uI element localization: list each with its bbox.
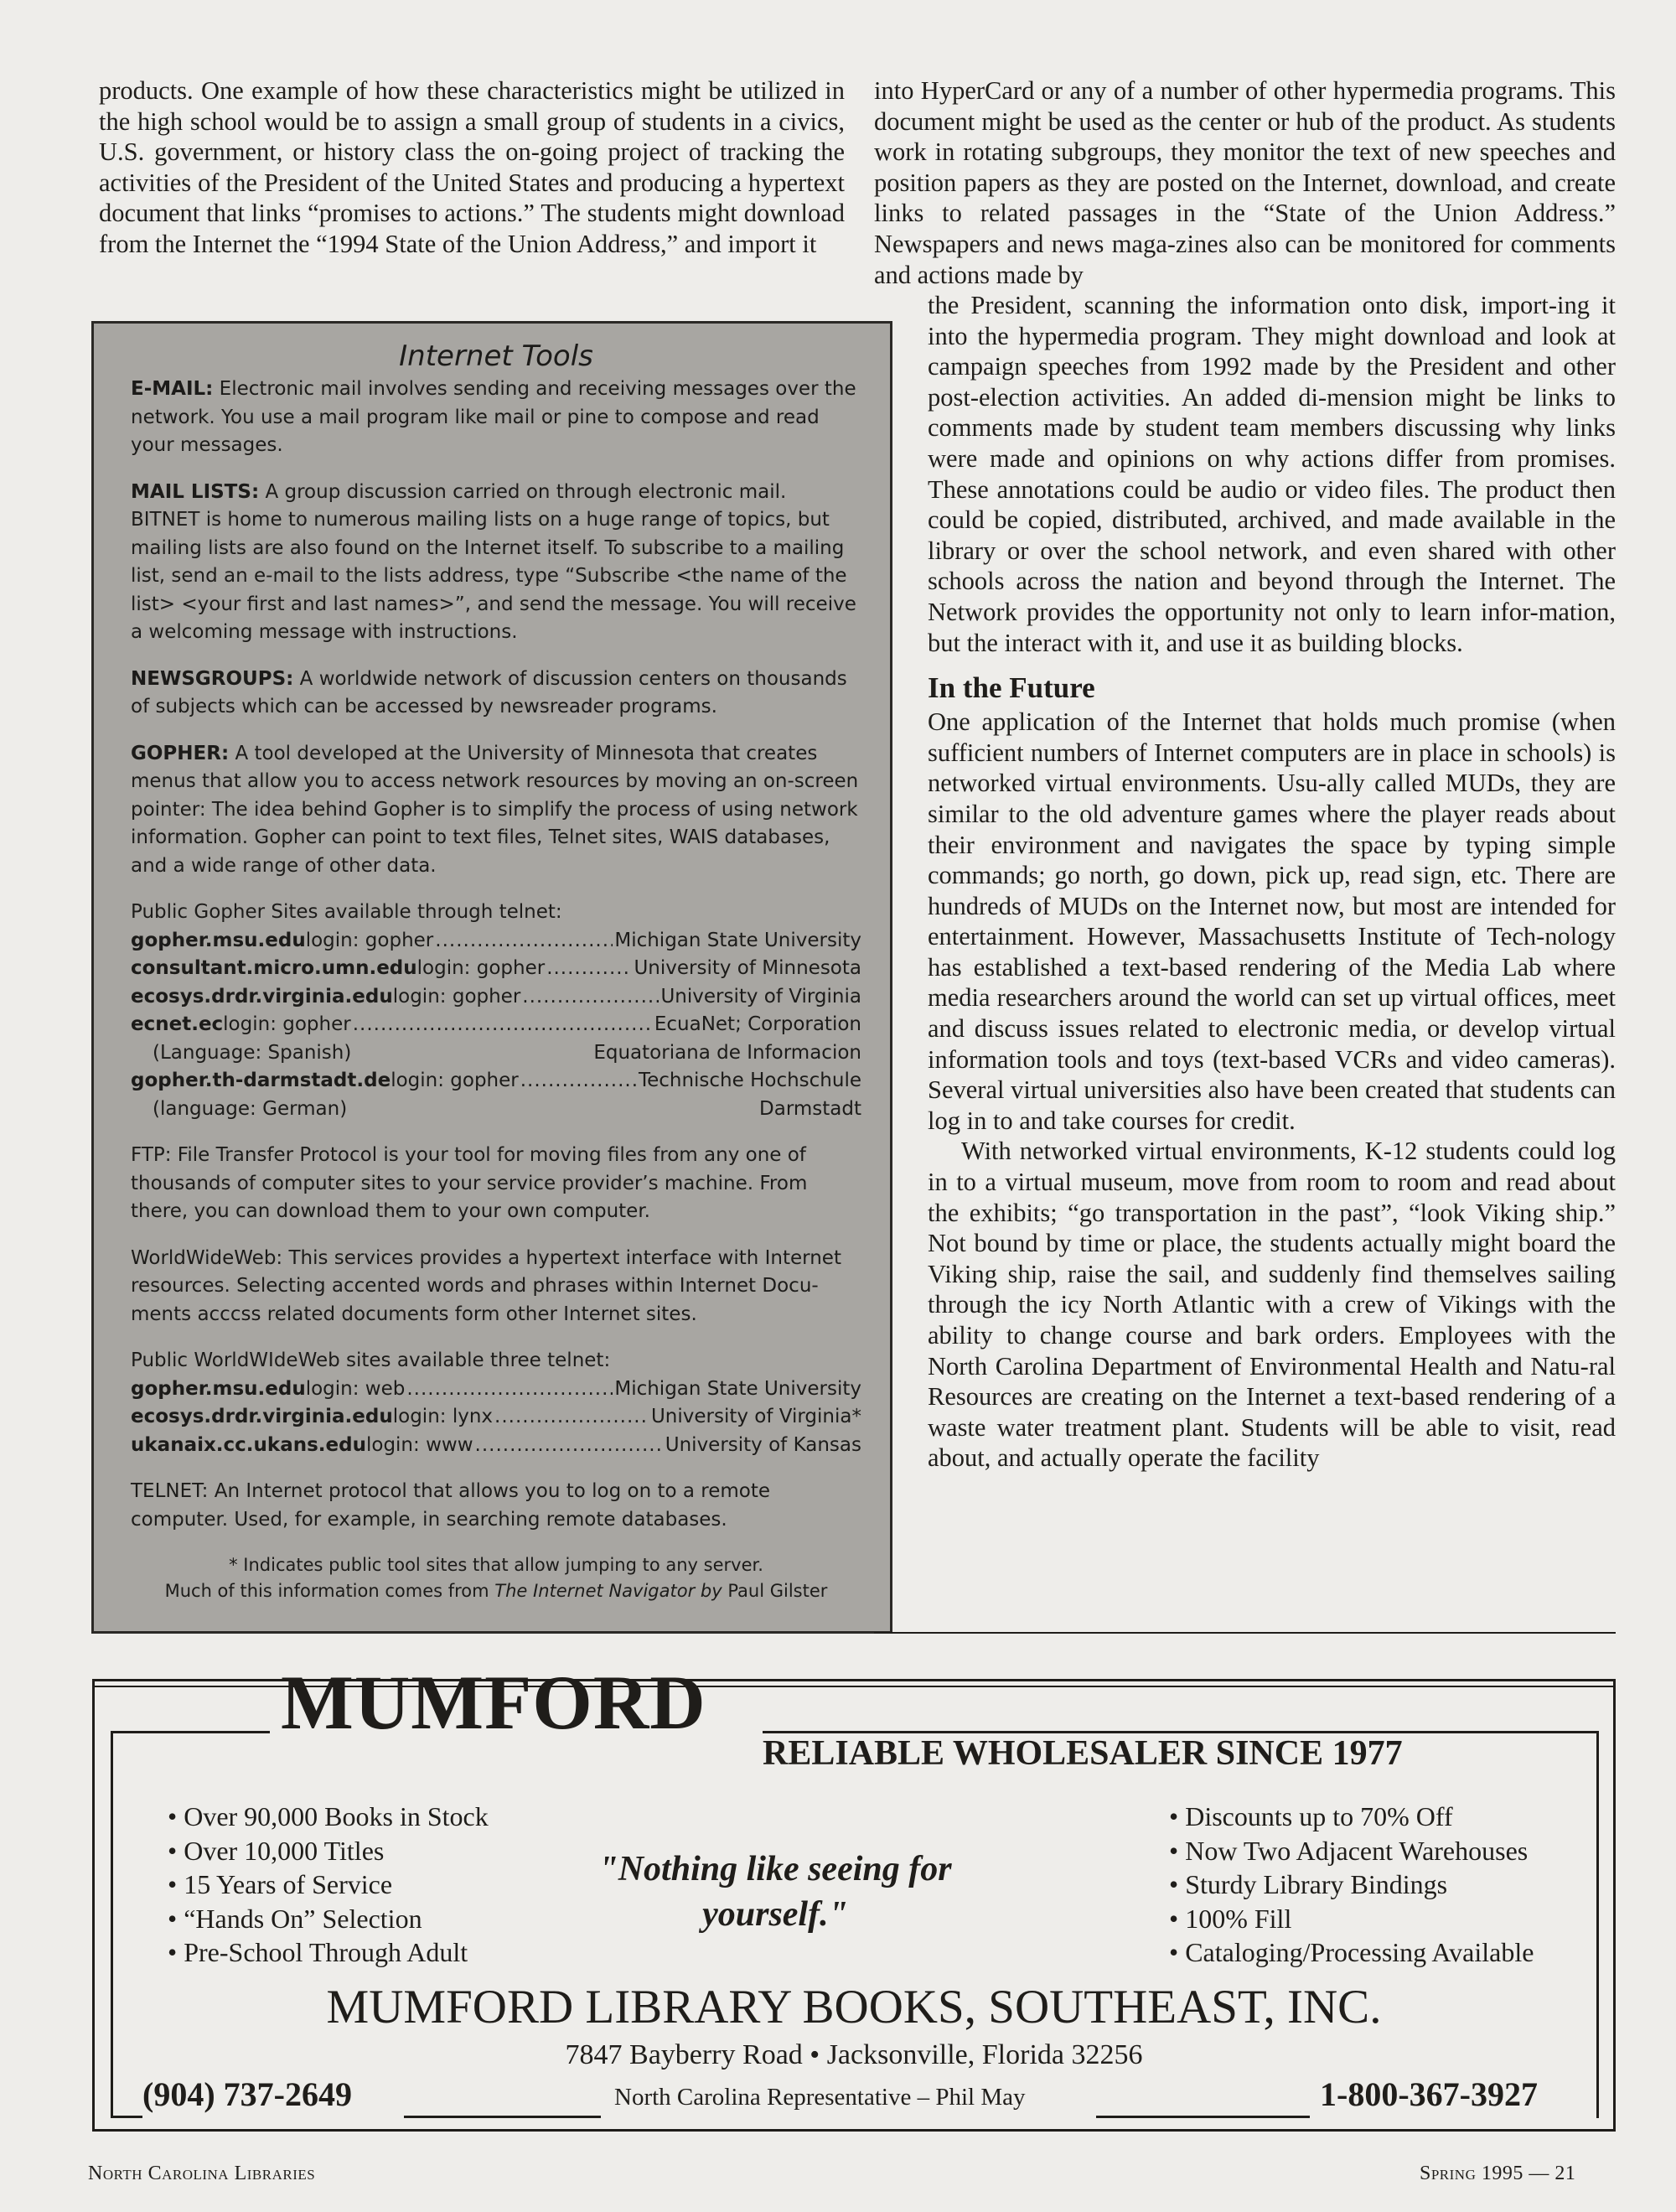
ad-address: 7847 Bayberry Road • Jacksonville, Florida 32256 <box>565 2039 1143 2070</box>
ad-features-left <box>168 1800 489 1970</box>
source-prefix: Much of this information comes from <box>164 1581 495 1601</box>
dot-leader <box>546 955 632 983</box>
term-definition: A tool developed at the University of Minnesota that creates menus that allow you to access network resources by moving an on-screen pointer: The idea behind Gopher is to simplify the process of using network information. Gopher can point to text files, Telnet sites, WAIS databases, and a wide range of other data. <box>131 742 859 877</box>
site-host: gopher.msu.edu <box>131 929 306 951</box>
article-paragraph: the President, scanning the information onto disk, import-ing it into the hypermedia program. They might download and look at campaign speeches from 1992 made by the President and other post-election activities. An added di-mension might be links to comments made by student team members discussing why links were made and opinions on why actions differ from promises. These annotations could be audio or video files. The product then could be copied, distributed, archived, and made available in the library or over the school network, and even shared with other schools across the nation and beyond through the Internet. The Network provides the opportunity not only to learn infor-mation, but the interact with it, and use it as building blocks. <box>928 291 1616 657</box>
site-host: gopher.th-darmstadt.de <box>131 1070 391 1091</box>
ftp-entry: FTP: File Transfer Protocol is your tool for moving files from any one of thousands of computer sites to your service provider’s machine. From there, you can download them to your own computer. <box>131 1144 808 1222</box>
article-column-left <box>99 75 845 260</box>
article-column-right <box>928 290 1616 1474</box>
term-definition: A worldwide network of discussion centers on thousands of subjects which can be accessed by newsreader programs. <box>131 667 847 717</box>
site-row <box>131 955 861 983</box>
site-org: Technische Hochschule <box>638 1070 861 1091</box>
site-language: (language: German) <box>153 1097 348 1120</box>
source-author: Paul Gilster <box>722 1581 828 1601</box>
email-entry <box>131 376 861 460</box>
source-title: The Internet Navigator by <box>494 1581 722 1601</box>
telnet-entry: TELNET: An Internet protocol that allows you to log on to a remote computer. Used, for example, in searching remote databases. <box>131 1480 771 1531</box>
term-label: NEWSGROUPS: <box>131 667 294 690</box>
site-host: ukanaix.cc.ukans.edu <box>131 1433 366 1456</box>
ad-local-phone: (904) 737-2649 <box>142 2075 352 2113</box>
ad-company-name: MUMFORD LIBRARY BOOKS, SOUTHEAST, INC. <box>326 1981 1382 2033</box>
ad-feature-item: • Discounts up to 70% Off <box>1169 1800 1534 1834</box>
footer-issue-page: Spring 1995 — 21 <box>1420 2163 1576 2184</box>
ad-feature-item: • Over 90,000 Books in Stock <box>168 1800 489 1834</box>
www-sites-list <box>131 1347 861 1459</box>
gopher-entry <box>131 740 861 881</box>
newsgroups-entry <box>131 666 861 722</box>
ad-feature-item: • Sturdy Library Bindings <box>1169 1868 1534 1902</box>
site-row <box>131 1432 861 1460</box>
sites-heading: Public Gopher Sites available through telnet: <box>131 901 562 923</box>
dot-leader <box>353 1011 653 1039</box>
term-label: E-MAIL: <box>131 378 214 400</box>
term-definition: A group discussion carried on through electronic mail. BITNET is home to numerous mailing lists on a huge range of topics, but mailing lists are also found on the Internet itself. To subscribe to a mailing list, send an e-mail to the lists address, type “Subscribe <the name of the list> <your first and last names>”, and send the message. You will receive a welcoming message with instructions. <box>131 480 856 643</box>
site-note-row <box>131 1096 861 1124</box>
section-heading: In the Future <box>928 671 1095 705</box>
article-paragraph: With networked virtual environments, K-12 students could log in to a virtual museum, move from room to room and read about the exhibits; “go transportation in the past”, “look Viking ship.” Not bound by time or place, the students actually might board the Viking ship, raise the sail, and suddenly find themselves sailing through the icy North Atlantic with a crew of Vikings with the ability to change course and bark orders. Employees with the North Carolina Department of Environmental Health and Natu-ral Resources are creating on the Internet a text-based rendering of a waste water treatment plant. Students will be able to visit, read about, and actually operate the facility <box>928 1137 1616 1473</box>
site-login: login: web <box>305 1377 406 1400</box>
ad-tollfree-phone: 1-800-367-3927 <box>1320 2075 1538 2113</box>
article-paragraph: products. One example of how these characteristics might be utilized in the high school would be to assign a small group of students in a civics, U.S. government, or history class the on-going project of tracking the activities of the President of the United States and producing a hypertext document that links “promises to actions.” The students might download from the Internet the “1994 State of the Union Address,” and import it <box>99 76 845 258</box>
site-org: EcuaNet; Corporation <box>654 1013 861 1035</box>
source-credit <box>131 1578 861 1604</box>
term-label: MAIL LISTS: <box>131 480 260 503</box>
article-paragraph: into HyperCard or any of a number of other hypermedia programs. This document might be used as the center or hub of the product. As students work in rotating subgroups, they monitor the text of new speeches and position papers as they are posted on the Internet, download, and create links to related passages in the “State of the Union Address.” Newspapers and news maga-zines also can be monitored for comments and actions made by <box>874 76 1616 289</box>
site-host: consultant.micro.umn.edu <box>131 957 417 979</box>
ad-feature-item: • “Hands On” Selection <box>168 1902 489 1936</box>
site-login: login: gopher <box>392 985 521 1008</box>
dot-leader <box>406 1375 613 1404</box>
ad-feature-item: • 15 Years of Service <box>168 1868 489 1902</box>
site-row <box>131 983 861 1012</box>
ad-feature-item: • Over 10,000 Titles <box>168 1834 489 1868</box>
site-language: (Language: Spanish) <box>153 1041 352 1064</box>
site-login: login: lynx <box>392 1406 494 1427</box>
ad-feature-item: • Pre-School Through Adult <box>168 1935 489 1970</box>
site-org-continued: Equatoriana de Informacion <box>593 1041 861 1064</box>
site-login: login: gopher <box>305 929 434 951</box>
sidebar-footnote <box>131 1552 861 1604</box>
ad-tagline: RELIABLE WHOLESALER SINCE 1977 <box>763 1734 1403 1773</box>
ad-brand-title: MUMFORD <box>281 1660 706 1745</box>
article-paragraph: One application of the Internet that holds much promise (when sufficient numbers of Internet computers are in place in schools) is networked virtual environments. Usu-ally called MUDs, they are similar to the old adventure games where the player reads about their environment and navigates the space by typing simple commands; go north, go down, pick up, read sign, etc. There are hundreds of MUDs on the Internet now, but most are intended for entertainment. However, Massachusetts Institute of Tech-nology has established a text-based rendering of the Media Lab where media researchers around the world can set up virtual offices, meet and discuss issues related to electronic media, or develop virtual information tools and toys (text-based VCRs and video cameras). Several virtual universities also have been created that students can log in to and take courses for credit. <box>928 707 1616 1135</box>
ad-inner-top-left <box>111 1731 270 1733</box>
site-host: ecosys.drdr.virginia.edu <box>131 985 393 1008</box>
ad-inner-bottom-mid1 <box>404 2116 601 2118</box>
dot-leader <box>522 983 659 1012</box>
site-login: login: gopher <box>391 1070 519 1091</box>
site-org: Michigan State University <box>614 929 861 951</box>
ad-feature-item: • Now Two Adjacent Warehouses <box>1169 1834 1534 1868</box>
site-login: login: gopher <box>416 957 546 979</box>
column-rule <box>874 1632 1616 1634</box>
site-host: ecosys.drdr.virginia.edu <box>131 1406 393 1427</box>
ad-feature-item: • Cataloging/Processing Available <box>1169 1935 1534 1970</box>
footnote-asterisk: * Indicates public tool sites that allow jumping to any server. <box>229 1555 763 1575</box>
site-note-row <box>131 1039 861 1068</box>
sites-heading: Public WorldWIdeWeb sites available three telnet: <box>131 1349 611 1371</box>
site-row <box>131 927 861 956</box>
term-label: GOPHER: <box>131 742 230 764</box>
site-login: login: gopher <box>223 1013 351 1035</box>
ad-feature-item: • 100% Fill <box>1169 1902 1534 1936</box>
ad-inner-bottom-left <box>111 2116 142 2118</box>
ad-frame-bottom-line <box>92 2129 1616 2132</box>
site-row <box>131 1375 861 1404</box>
ad-slogan: "Nothing like seeing for yourself." <box>598 1850 952 1934</box>
term-definition: Electronic mail involves sending and receiving messages over the network. You use a mail program like mail or pine to compose and read your messages. <box>131 378 856 456</box>
site-row <box>131 1403 861 1432</box>
site-login: login: www <box>365 1433 473 1456</box>
www-entry: WorldWideWeb: This services provides a hypertext interface with Internet resources. Selecting accented words and phrases within Internet Docu-ments acccss related documents form other Internet sites. <box>131 1246 841 1325</box>
dot-leader <box>435 927 613 956</box>
site-org: Michigan State University <box>614 1377 861 1400</box>
ad-features-right <box>1169 1800 1534 1970</box>
dot-leader <box>475 1432 664 1460</box>
site-org-continued: Darmstadt <box>759 1097 861 1120</box>
dot-leader <box>520 1067 637 1096</box>
dot-leader <box>494 1403 649 1432</box>
mail-lists-entry <box>131 479 861 647</box>
site-org: University of Virginia* <box>650 1406 861 1427</box>
site-row <box>131 1067 861 1096</box>
site-org: University of Virginia <box>660 985 861 1008</box>
ad-inner-bottom-mid2 <box>1096 2116 1310 2118</box>
ad-representative: North Carolina Representative – Phil May <box>614 2084 1026 2111</box>
footer-publication: North Carolina Libraries <box>88 2163 316 2184</box>
site-host: ecnet.ec <box>131 1013 224 1035</box>
sidebar-title: Internet Tools <box>399 339 593 373</box>
site-org: University of Kansas <box>665 1433 861 1456</box>
site-row <box>131 1011 861 1039</box>
internet-tools-sidebar <box>91 321 892 1634</box>
mumford-advertisement <box>92 1645 1616 2132</box>
article-column-right-top <box>874 75 1616 290</box>
site-org: University of Minnesota <box>634 957 861 979</box>
site-host: gopher.msu.edu <box>131 1377 306 1400</box>
gopher-sites-list <box>131 899 861 1123</box>
